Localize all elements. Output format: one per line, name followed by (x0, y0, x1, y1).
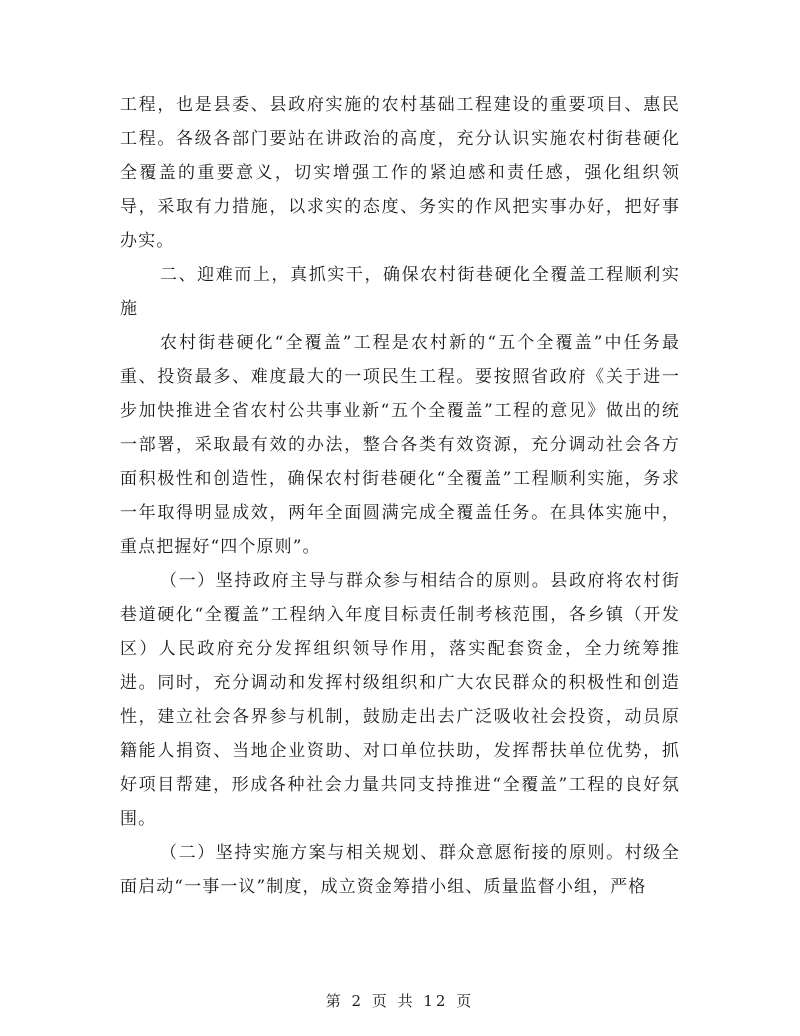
paragraph-principle-2: （二）坚持实施方案与相关规划、群众意愿衔接的原则。村级全面启动“一事一议”制度，成立资金筹措小组、质量监督小组，严格 (120, 843, 680, 897)
paragraph-principle-1: （一）坚持政府主导与群众参与相结合的原则。县政府将农村街巷道硬化“全覆盖”工程纳入年度目标责任制考核范围，各乡镇（开发区）人民政府充分发挥组织领导作用，落实配套资金，全力统筹推进。同时，充分调动和发挥村级组织和广大农民群众的积极性和创造性，建立社会各界参与机制，鼓励走出去广泛吸收社会投资，动员原籍能人捐资、当地企业资助、对口单位扶助，发挥帮扶单位优势，抓好项目帮建，形成各种社会力量共同支持推进“全覆盖”工程的良好氛围。 (120, 571, 680, 829)
paragraph-continuation: 工程，也是县委、县政府实施的农村基础工程建设的重要项目、惠民工程。各级各部门要站在讲政治的高度，充分认识实施农村街巷硬化全覆盖的重要意义，切实增强工作的紧迫感和责任感，强化组织领导，采取有力措施，以求实的态度、务实的作风把实事办好，把好事办实。 (120, 95, 680, 251)
section-heading-2: 二、迎难而上，真抓实干，确保农村街巷硬化全覆盖工程顺利实施 (120, 265, 680, 319)
paragraph-overview: 农村街巷硬化“全覆盖”工程是农村新的“五个全覆盖”中任务最重、投资最多、难度最大的一项民生工程。要按照省政府《关于进一步加快推进全省农村公共事业新“五个全覆盖”工程的意见》做出的统一部署，采取最有效的办法，整合各类有效资源，充分调动社会各方面积极性和创造性，确保农村街巷硬化“全覆盖”工程顺利实施，务求一年取得明显成效，两年全面圆满完成全覆盖任务。在具体实施中，重点把握好“四个原则”。 (120, 333, 680, 557)
document-body (120, 88, 680, 904)
page-number-footer: 第 2 页 共 12 页 (325, 992, 475, 1010)
